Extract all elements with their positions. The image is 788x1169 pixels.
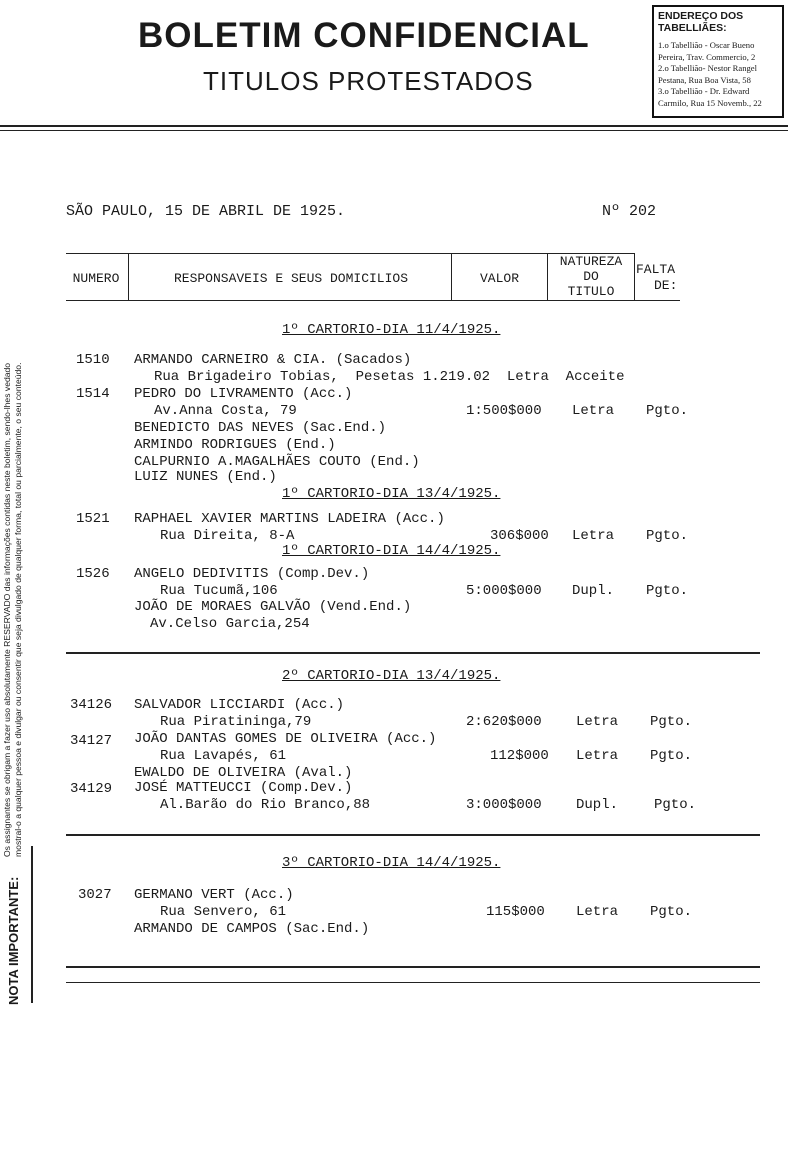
footer-rule-thin <box>66 982 760 983</box>
entry-line: Rua Senvero, 61 <box>160 904 287 920</box>
entry-falta: Pgto. <box>650 748 693 764</box>
entry-line: SALVADOR LICCIARDI (Acc.) <box>134 697 345 713</box>
entry-line: JOÃO DE MORAES GALVÃO (Vend.End.) <box>134 599 412 615</box>
address-line: 2.o Tabellião- Nestor Rangel <box>658 63 757 73</box>
entry-falta: Pgto. <box>646 528 689 544</box>
entry-line: Al.Barão do Rio Branco,88 <box>160 797 371 813</box>
entry-natureza: Letra <box>572 528 615 544</box>
entry-natureza: Dupl. <box>576 797 619 813</box>
side-note-line: Os assignantes se obrigam a fazer uso absolutamente RESERVADO das informações contidas neste boletim, sendo-lhes vedado <box>2 362 12 857</box>
entry-number: 34127 <box>70 733 113 749</box>
header-valor: VALOR <box>479 271 519 286</box>
entry-line: Rua Tucumã,106 <box>160 583 278 599</box>
side-note-bar <box>31 846 33 1003</box>
address-line: 1.o Tabellião - Oscar Bueno <box>658 40 755 50</box>
entry-number: 34126 <box>70 697 113 713</box>
header-responsaveis: RESPONSAVEIS E SEUS DOMICILIOS <box>173 271 409 286</box>
entry-line: Rua Lavapés, 61 <box>160 748 287 764</box>
address-heading: ENDEREÇO DOS TABELLIÃES: <box>658 10 744 34</box>
entry-natureza: Letra <box>576 904 619 920</box>
entry-natureza: Letra <box>576 714 619 730</box>
header-falta: FALTA DE: <box>636 262 678 293</box>
entry-number: 1526 <box>76 566 110 582</box>
entry-line: ARMANDO CARNEIRO & CIA. (Sacados) <box>134 352 412 368</box>
entry-valor: 5:000$000 <box>466 583 542 599</box>
dateline: SÃO PAULO, 15 DE ABRIL DE 1925. <box>66 203 346 220</box>
entry-valor: 1:500$000 <box>466 403 542 419</box>
entry-number: 1514 <box>76 386 110 402</box>
section-heading: 3º CARTORIO-DIA 14/4/1925. <box>282 855 501 871</box>
side-note-label: NOTA IMPORTANTE: <box>6 876 21 1005</box>
entry-valor: 306$000 <box>490 528 549 544</box>
address-line: Pestana, Rua Boa Vista, 58 <box>658 74 751 85</box>
page-subtitle: TITULOS PROTESTADOS <box>203 66 534 96</box>
entry-line: LUIZ NUNES (End.) <box>134 469 277 485</box>
entry-natureza: Letra <box>576 748 619 764</box>
entry-line: GERMANO VERT (Acc.) <box>134 887 294 903</box>
issue-number: Nº 202 <box>602 203 657 220</box>
entry-line: JOÃO DANTAS GOMES DE OLIVEIRA (Acc.) <box>134 731 437 747</box>
entry-number: 34129 <box>70 781 113 797</box>
header-rule <box>0 125 788 127</box>
entry-valor: 112$000 <box>490 748 549 764</box>
entry-number: 1521 <box>76 511 110 527</box>
entry-line: ANGELO DEDIVITIS (Comp.Dev.) <box>134 566 370 582</box>
address-line: Carmilo, Rua 15 Novemb., 22 <box>658 97 762 108</box>
address-box <box>652 5 784 118</box>
entry-line: EWALDO DE OLIVEIRA (Aval.) <box>134 765 353 781</box>
section-divider <box>66 652 760 654</box>
section-heading: 1º CARTORIO-DIA 14/4/1925. <box>282 543 501 559</box>
entry-valor: 3:000$000 <box>466 797 542 813</box>
section-heading: 1º CARTORIO-DIA 11/4/1925. <box>282 322 501 338</box>
section-divider <box>66 834 760 836</box>
side-note-text <box>2 363 24 857</box>
entry-number: 3027 <box>78 887 112 903</box>
address-line: Pereira, Trav. Commercio, 2 <box>658 51 756 62</box>
entry-falta: Pgto. <box>650 904 693 920</box>
entry-line: ARMINDO RODRIGUES (End.) <box>134 437 336 453</box>
entry-line: JOSÉ MATTEUCCI (Comp.Dev.) <box>134 780 353 796</box>
entry-line: Rua Piratininga,79 <box>160 714 312 730</box>
header-rule-thin <box>0 130 788 131</box>
entry-line: BENEDICTO DAS NEVES (Sac.End.) <box>134 420 387 436</box>
entry-valor: 2:620$000 <box>466 714 542 730</box>
header-numero: NUMERO <box>72 271 120 286</box>
footer-rule <box>66 966 760 968</box>
entry-valor: 115$000 <box>486 904 545 920</box>
entry-line: Av.Celso Garcia,254 <box>150 616 310 632</box>
entry-natureza: Letra <box>572 403 615 419</box>
entry-line: Rua Brigadeiro Tobias, Pesetas 1.219.02 Letra Acceite <box>154 369 625 385</box>
entry-line: ARMANDO DE CAMPOS (Sac.End.) <box>134 921 370 937</box>
entry-number: 1510 <box>76 352 110 368</box>
entry-line: Av.Anna Costa, 79 <box>154 403 297 419</box>
page-title: BOLETIM CONFIDENCIAL <box>138 16 590 55</box>
entry-falta: Pgto. <box>646 583 689 599</box>
entry-falta: Pgto. <box>646 403 689 419</box>
header-natureza: NATUREZA DO TITULO <box>559 254 623 299</box>
entry-line: RAPHAEL XAVIER MARTINS LADEIRA (Acc.) <box>134 511 445 527</box>
entry-line: PEDRO DO LIVRAMENTO (Acc.) <box>134 386 353 402</box>
section-heading: 1º CARTORIO-DIA 13/4/1925. <box>282 486 501 502</box>
entry-falta: Pgto. <box>654 797 697 813</box>
entry-falta: Pgto. <box>650 714 693 730</box>
side-note-line: mostral-o a qualquer pessoa e divulgar ou consentir que seja divulgado de qualquer forma, total ou parcialmente, o seu conteúdo. <box>13 362 23 857</box>
address-line: 3.o Tabellião - Dr. Edward <box>658 86 750 96</box>
entry-line: CALPURNIO A.MAGALHÃES COUTO (End.) <box>134 454 420 470</box>
entry-line: Rua Direita, 8-A <box>160 528 295 544</box>
section-heading: 2º CARTORIO-DIA 13/4/1925. <box>282 668 501 684</box>
entry-natureza: Dupl. <box>572 583 615 599</box>
